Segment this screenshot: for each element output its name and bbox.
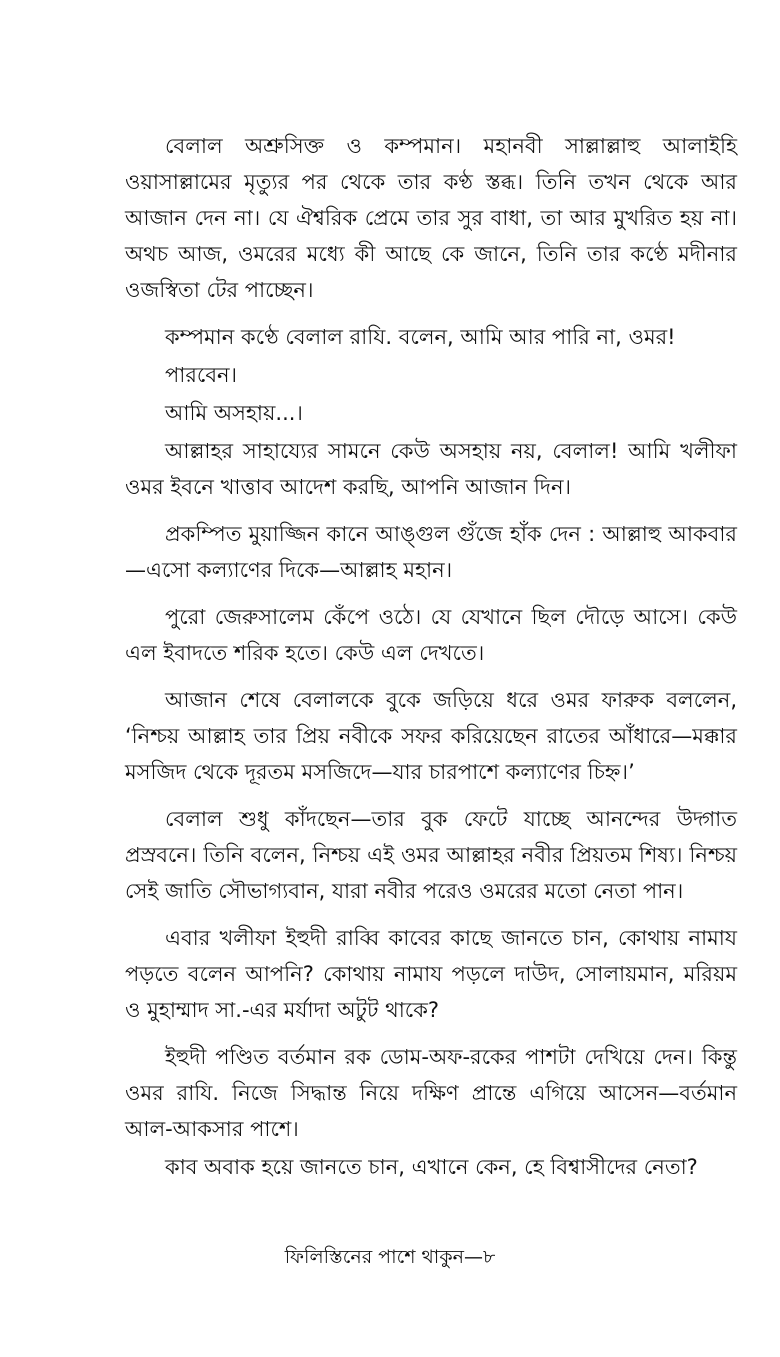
paragraph-8: আজান শেষে বেলালকে বুকে জড়িয়ে ধরে ওমর ফারুক বললেন, ‘নিশ্চয় আল্লাহ তার প্রিয় নবীকে সফর করিয়েছেন রাতের আঁধারে—মক্কার মসজিদ থেকে দূরতম মসজিদে—যার চারপাশে কল্যাণের চিহ্ন।’ — [125, 688, 737, 784]
page-body — [125, 128, 737, 1196]
paragraph-10: এবার খলীফা ইহুদী রাব্বি কাবের কাছে জানতে চান, কোথায় নামায পড়তে বলেন আপনি? কোথায় নামায পড়লে দাউদ, সোলায়মান, মরিয়ম ও মুহাম্মাদ সা.-এর মর্যাদা অটুট থাকে? — [125, 926, 737, 1022]
page-footer: ফিলিস্তিনের পাশে থাকুন—৮ — [284, 1246, 496, 1268]
paragraph-4: আমি অসহায়...। — [165, 401, 303, 425]
paragraph-2: কম্পমান কণ্ঠে বেলাল রাযি. বলেন, আমি আর পারি না, ওমর! — [165, 325, 676, 349]
paragraph-6: প্রকম্পিত মুয়াজ্জিন কানে আঙ্গুল গুঁজে হাঁক দেন : আল্লাহু আকবার—এসো কল্যাণের দিকে—আল্লাহ মহান। — [125, 522, 737, 582]
paragraph-5: আল্লাহর সাহায্যের সামনে কেউ অসহায় নয়, বেলাল! আমি খলীফা ওমর ইবনে খাত্তাব আদেশ করছি, আপনি আজান দিন। — [125, 439, 737, 499]
paragraph-11: ইহুদী পণ্ডিত বর্তমান রক ডোম-অফ-রকের পাশটা দেখিয়ে দেন। কিন্তু ওমর রাযি. নিজে সিদ্ধান্ত নিয়ে দক্ষিণ প্রান্তে এগিয়ে আসেন—বর্তমান আল-আকসার পাশে। — [125, 1045, 737, 1141]
paragraph-3: পারবেন। — [165, 363, 238, 387]
paragraph-1: বেলাল অশ্রুসিক্ত ও কম্পমান। মহানবী সাল্লাল্লাহু আলাইহি ওয়াসাল্লামের মৃত্যুর পর থেকে তার কণ্ঠ স্তব্ধ। তিনি তখন থেকে আর আজান দেন না। যে ঐশ্বরিক প্রেমে তার সুর বাধা, তা আর মুখরিত হয় না। অথচ আজ, ওমরের মধ্যে কী আছে কে জানে, তিনি তার কণ্ঠে মদীনার ওজস্বিতা টের পাচ্ছেন। — [125, 134, 737, 302]
paragraph-12: কাব অবাক হয়ে জানতে চান, এখানে কেন, হে বিশ্বাসীদের নেতা? — [165, 1155, 698, 1179]
paragraph-7: পুরো জেরুসালেম কেঁপে ওঠে। যে যেখানে ছিল দৌড়ে আসে। কেউ এল ইবাদতে শরিক হতে। কেউ এল দেখতে। — [125, 605, 737, 665]
paragraph-9: বেলাল শুধু কাঁদছেন—তার বুক ফেটে যাচ্ছে আনন্দের উদ্গাত প্রস্রবনে। তিনি বলেন, নিশ্চয় এই ওমর আল্লাহর নবীর প্রিয়তম শিষ্য। নিশ্চয় সেই জাতি সৌভাগ্যবান, যারা নবীর পরেও ওমরের মতো নেতা পান। — [125, 807, 737, 903]
